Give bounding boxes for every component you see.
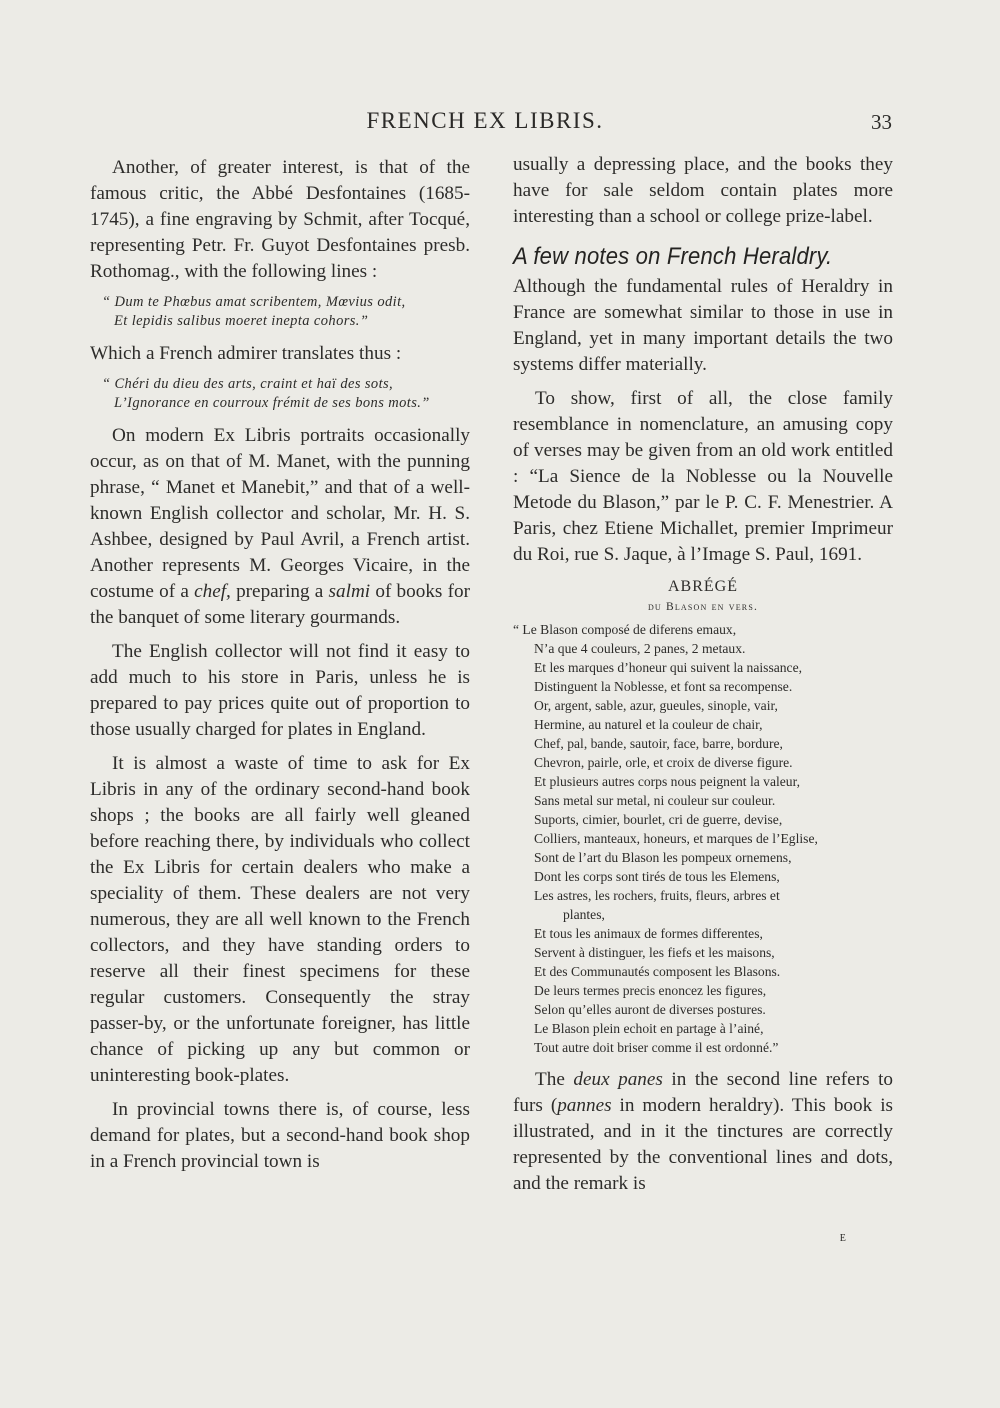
poem-line: Et plusieurs autres corps nous peignent la valeur, bbox=[534, 774, 800, 789]
paragraph: Although the fundamental rules of Heraldry in France are somewhat similar to those in use in England, yet in many important details the two systems differ materially. bbox=[513, 276, 893, 375]
page-number: 33 bbox=[871, 110, 892, 134]
poem-line: De leurs termes precis enoncez les figures, bbox=[534, 983, 767, 998]
poem-line: Servent à distinguer, les fiefs et les maisons, bbox=[534, 945, 775, 960]
poem-line: Sans metal sur metal, ni couleur sur couleur. bbox=[534, 793, 776, 808]
text-run: in modern heraldry). This book is illustrated, and in it the tinctures are correctly represented by the conventional lines and dots, and the remark is bbox=[513, 1095, 893, 1194]
italic-text: pannes bbox=[557, 1095, 612, 1116]
poem-line: Distinguent la Noblesse, et font sa recompense. bbox=[534, 679, 793, 694]
poem bbox=[513, 620, 893, 1057]
italic-text: salmi bbox=[328, 581, 371, 602]
poem-line: Le Blason plein echoit en partage à l’ainé, bbox=[534, 1021, 764, 1036]
poem-line: Chef, pal, bande, sautoir, face, barre, bordure, bbox=[534, 736, 783, 751]
paragraph: To show, first of all, the close family resemblance in nomenclature, an amusing copy of verses may be given from an old work entitled : “La Sience de la Noblesse ou la Nouvelle Metode du Blason,” par le P. C. F. Menestrier. A Paris, chez Etiene Michallet, premier Imprimeur du Roi, rue S. Jaque, à l’Image S. Paul, 1691. bbox=[513, 388, 893, 565]
poem-line: Sont de l’art du Blason les pompeux ornemens, bbox=[534, 850, 792, 865]
paragraph bbox=[90, 423, 470, 631]
poem-line: Hermine, au naturel et la couleur de chair, bbox=[534, 717, 763, 732]
paragraph: It is almost a waste of time to ask for Ex Libris in any of the ordinary second-hand book shops ; the books are all fairly well gleaned before reaching there, by individuals who collect the Ex Libris for certain dealers who make a speciality of them. These dealers are not very numerous, they are all well known to the French collectors, and they have standing orders to reserve all their finest specimens for these regular customers. Consequently the stray passer-by, or the unfortunate foreigner, has little chance of picking up any but common or uninteresting book-plates. bbox=[90, 753, 470, 1086]
paragraph bbox=[513, 1067, 893, 1197]
poem-line: Et tous les animaux de formes differentes, bbox=[534, 926, 763, 941]
left-column bbox=[90, 155, 470, 1183]
latin-quote bbox=[102, 293, 470, 331]
text-run: in the second line refers to furs ( bbox=[513, 1069, 893, 1116]
poem-line: Dont les corps sont tirés de tous les Elemens, bbox=[534, 869, 780, 884]
quote-line: Et lepidis salibus moeret inepta cohors.” bbox=[114, 313, 369, 329]
french-quote bbox=[102, 375, 470, 413]
italic-text: chef, bbox=[194, 581, 231, 602]
paragraph: The English collector will not find it easy to add much to his store in Paris, unless he is prepared to pay prices quite out of proportion to those usually charged for plates in England. bbox=[90, 641, 470, 740]
section-heading: A few notes on French Heraldry. bbox=[513, 243, 833, 270]
poem-line: Suports, cimier, bourlet, cri de guerre, devise, bbox=[534, 812, 783, 827]
poem-line: plantes, bbox=[563, 907, 605, 922]
italic-text: deux panes bbox=[573, 1069, 663, 1090]
quote-line: L’Ignorance en courroux frémit de ses bons mots.” bbox=[114, 395, 430, 411]
poem-line: Et des Communautés composent les Blasons. bbox=[534, 964, 781, 979]
signature-mark: E bbox=[839, 1233, 847, 1244]
text-run: of books for the banquet of some literary gourmands. bbox=[90, 581, 470, 628]
paragraph: Another, of greater interest, is that of the famous critic, the Abbé Desfontaines (1685-1745), a fine engraving by Schmit, after Tocqué, representing Petr. Fr. Guyot Desfontaines presb. Rothomag., with the following lines : bbox=[90, 157, 470, 282]
poem-line: “ Le Blason composé de diferens emaux, bbox=[513, 622, 737, 637]
poem-line: Or, argent, sable, azur, gueules, sinople, vair, bbox=[534, 698, 778, 713]
poem-line: Selon qu’elles auront de diverses postures. bbox=[534, 1002, 766, 1017]
poem-line: N’a que 4 couleurs, 2 panes, 2 metaux. bbox=[534, 641, 746, 656]
running-title: FRENCH EX LIBRIS. bbox=[366, 108, 604, 133]
poem-line: Chevron, pairle, orle, et croix de diverse figure. bbox=[534, 755, 793, 770]
right-column bbox=[513, 152, 893, 1205]
poem-line: Et les marques d’honeur qui suivent la naissance, bbox=[534, 660, 803, 675]
text-run: On modern Ex Libris portraits occasionally occur, as on that of M. Manet, with the punning phrase, “ Manet et Manebit,” and that of a well-known English collector and scholar, Mr. H. S. Ashbee, designed by Paul Avril, a French artist. Another represents M. Georges Vicaire, in the costume of a bbox=[90, 425, 470, 602]
quote-line: “ Dum te Phœbus amat scribentem, Mœvius odit, bbox=[102, 294, 406, 310]
quote-line: “ Chéri du dieu des arts, craint et haï des sots, bbox=[102, 376, 394, 392]
paragraph: In provincial towns there is, of course, less demand for plates, but a second-hand book shop in a French provincial town is bbox=[90, 1099, 470, 1172]
text-run: preparing a bbox=[230, 581, 329, 602]
paragraph: Which a French admirer translates thus : bbox=[90, 343, 402, 364]
paragraph: usually a depressing place, and the books they have for sale seldom contain plates more interesting than a school or college prize-label. bbox=[513, 154, 893, 227]
poem-line: Les astres, les rochers, fruits, fleurs, arbres et bbox=[534, 888, 780, 903]
poem-subtitle: du Blason en vers. bbox=[647, 601, 759, 613]
poem-title: ABRÉGÉ bbox=[668, 578, 738, 595]
poem-line: Colliers, manteaux, honeurs, et marques de l’Eglise, bbox=[534, 831, 818, 846]
poem-line: Tout autre doit briser comme il est ordonné.” bbox=[534, 1040, 779, 1055]
text-run: The bbox=[535, 1069, 574, 1090]
